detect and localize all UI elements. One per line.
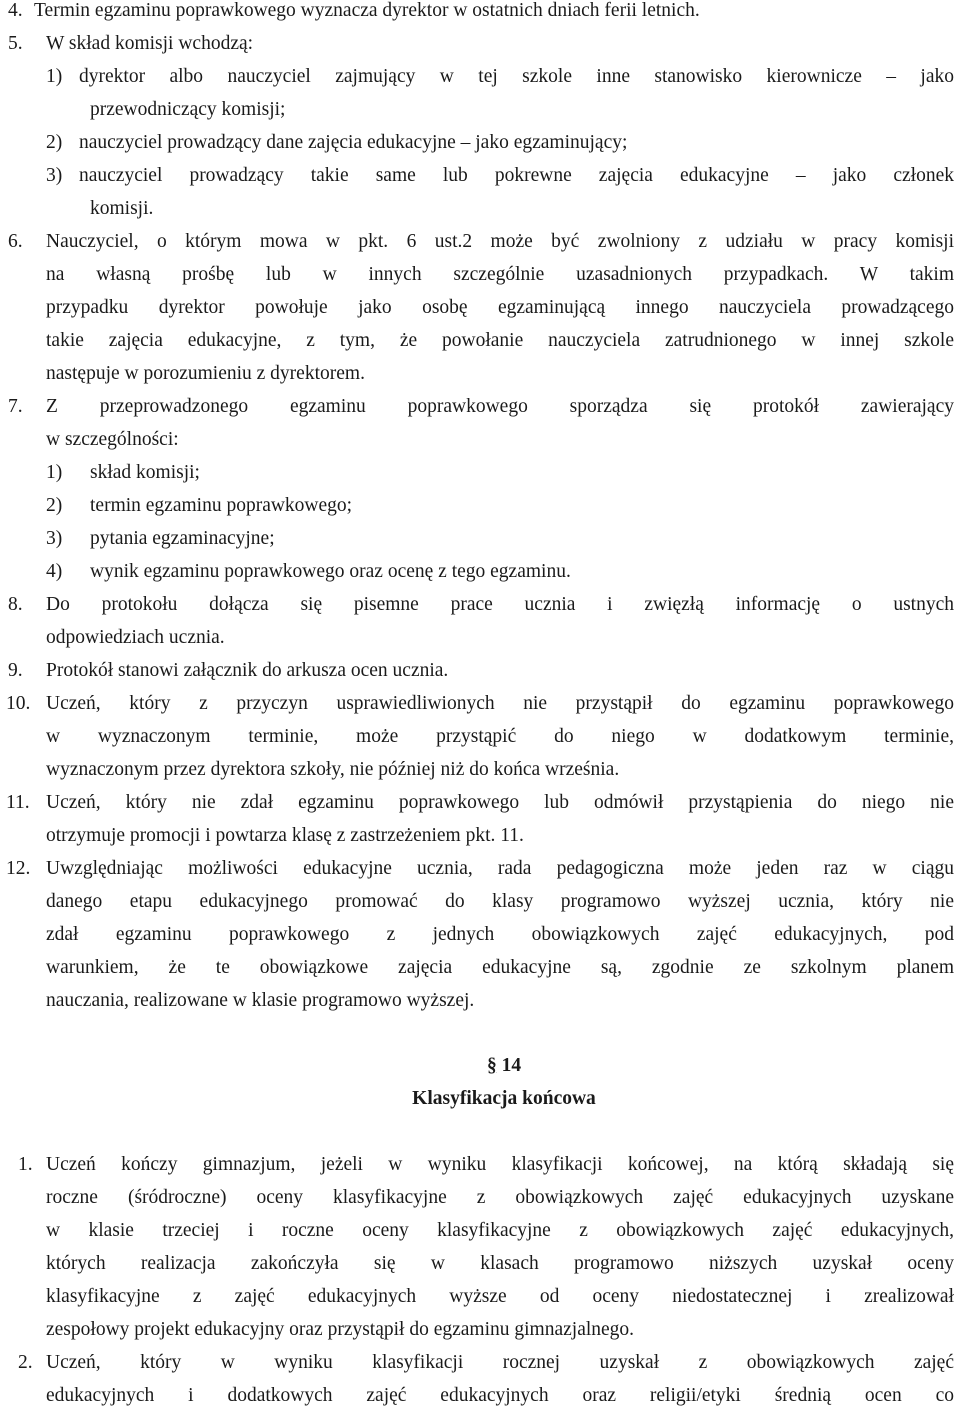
- item-text-line: wyznaczonym przez dyrektora szkoły, nie później niż do końca września.: [46, 759, 620, 780]
- item-number: 9.: [8, 660, 23, 681]
- item-number: 10.: [6, 693, 31, 714]
- section-mark: §: [486, 1055, 497, 1076]
- item-text-line: odpowiedziach ucznia.: [46, 627, 225, 648]
- item-text-line: Uczeń, który z przyczyn usprawiedliwionych nie przystąpił do egzaminu poprawkowego: [46, 693, 954, 714]
- item-text-line: roczne (śródroczne) oceny klasyfikacyjne z obowiązkowych zajęć edukacyjnych uzyskane: [46, 1187, 954, 1208]
- item-text-line: klasyfikacyjne z zajęć edukacyjnych wyższe od oceny niedostatecznej i zrealizował: [46, 1286, 954, 1307]
- subitem-number: 3): [46, 165, 63, 186]
- subitem-number: 1): [46, 462, 63, 483]
- item-text-line: następuje w porozumieniu z dyrektorem.: [46, 363, 365, 384]
- item-number: 1.: [18, 1154, 33, 1175]
- item-text-line: w szczególności:: [46, 429, 179, 450]
- item-text-line: przewodniczący komisji;: [90, 99, 286, 120]
- item-text-line: Do protokołu dołącza się pisemne prace ucznia i zwięzłą informację o ustnych: [46, 594, 954, 615]
- subitem-number: 2): [46, 495, 63, 516]
- item-number: 7.: [8, 396, 23, 417]
- item-number: 2.: [18, 1352, 33, 1373]
- item-number: 11.: [6, 792, 30, 813]
- item-text-line: w wyznaczonym terminie, może przystąpić do niego w dodatkowym terminie,: [46, 726, 954, 747]
- item-number: 4.: [8, 0, 23, 21]
- subitem-number: 4): [46, 561, 63, 582]
- item-text-line: zdał egzaminu poprawkowego z jednych obowiązkowych zajęć edukacyjnych, pod: [46, 924, 954, 945]
- item-text-line: otrzymuje promocji i powtarza klasę z zastrzeżeniem pkt. 11.: [46, 825, 524, 846]
- item-text-line: dyrektor albo nauczyciel zajmujący w tej szkole inne stanowisko kierownicze – jako: [79, 66, 954, 87]
- item-text-line: warunkiem, że te obowiązkowe zajęcia edukacyjne są, zgodnie ze szkolnym planem: [46, 957, 954, 978]
- section-number-value: 14: [501, 1055, 522, 1076]
- subitem-number: 2): [46, 132, 63, 153]
- item-number: 12.: [6, 858, 31, 879]
- item-text-line: edukacyjnych i dodatkowych zajęć edukacyjnych oraz religii/etyki średnią ocen co: [46, 1385, 954, 1406]
- item-text-line: nauczania, realizowane w klasie programowo wyższej.: [46, 990, 475, 1011]
- item-number: 5.: [8, 33, 23, 54]
- item-text-line: danego etapu edukacyjnego promować do klasy programowo wyższej ucznia, który nie: [46, 891, 954, 912]
- item-text-line: w klasie trzeciej i roczne oceny klasyfikacyjne z obowiązkowych zajęć edukacyjnych,: [46, 1220, 954, 1241]
- item-text-line: na własną prośbę lub w innych szczególnie uzasadnionych przypadkach. W takim: [46, 264, 954, 285]
- item-text-line: pytania egzaminacyjne;: [90, 528, 275, 549]
- item-number: 6.: [8, 231, 23, 252]
- item-text-line: komisji.: [90, 198, 154, 219]
- item-text-line: Uwzględniając możliwości edukacyjne ucznia, rada pedagogiczna może jeden raz w ciągu: [46, 858, 954, 879]
- section-title: Klasyfikacja końcowa: [412, 1088, 596, 1109]
- item-text-line: Nauczyciel, o którym mowa w pkt. 6 ust.2 może być zwolniony z udziału w pracy komisji: [46, 231, 954, 252]
- item-text-line: Uczeń, który nie zdał egzaminu poprawkowego lub odmówił przystąpienia do niego nie: [46, 792, 954, 813]
- item-text-line: termin egzaminu poprawkowego;: [90, 495, 353, 516]
- item-text-line: skład komisji;: [90, 462, 200, 483]
- item-text-line: takie zajęcia edukacyjne, z tym, że powołanie nauczyciela zatrudnionego w innej szkole: [46, 330, 954, 351]
- item-text-line: Protokół stanowi załącznik do arkusza ocen ucznia.: [46, 660, 449, 681]
- item-text-line: Z przeprowadzonego egzaminu poprawkowego sporządza się protokół zawierający: [46, 396, 954, 417]
- item-text-line: W skład komisji wchodzą:: [46, 33, 254, 54]
- item-text-line: wynik egzaminu poprawkowego oraz ocenę z tego egzaminu.: [90, 561, 571, 582]
- subitem-number: 1): [46, 66, 63, 87]
- item-text-line: nauczyciel prowadzący dane zajęcia edukacyjne – jako egzaminujący;: [79, 132, 628, 153]
- item-text-line: Uczeń, który w wyniku klasyfikacji rocznej uzyskał z obowiązkowych zajęć: [46, 1352, 954, 1373]
- item-text-line: przypadku dyrektor powołuje jako osobę egzaminującą innego nauczyciela prowadzącego: [46, 297, 954, 318]
- item-text-line: zespołowy projekt edukacyjny oraz przystąpił do egzaminu gimnazjalnego.: [46, 1319, 635, 1340]
- item-number: 8.: [8, 594, 23, 615]
- section-number: [0, 1049, 960, 1082]
- item-text-line: których realizacja zakończyła się w klasach programowo niższych uzyskał oceny: [46, 1253, 954, 1274]
- item-text-line: Uczeń kończy gimnazjum, jeżeli w wyniku klasyfikacji końcowej, na którą składają się: [46, 1154, 954, 1175]
- subitem-number: 3): [46, 528, 63, 549]
- item-text-line: Termin egzaminu poprawkowego wyznacza dyrektor w ostatnich dniach ferii letnich.: [34, 0, 700, 21]
- item-text-line: nauczyciel prowadzący takie same lub pokrewne zajęcia edukacyjne – jako członek: [79, 165, 954, 186]
